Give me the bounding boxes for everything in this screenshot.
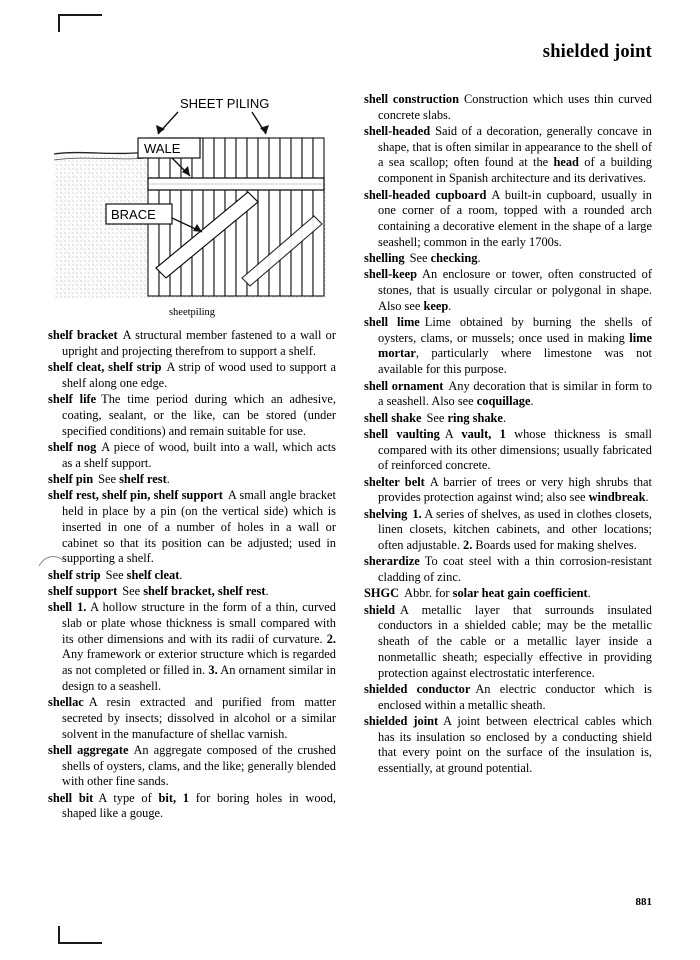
dictionary-entry: shelf support See shelf bracket, shelf rest.: [48, 583, 269, 598]
dictionary-entry: shielded joint A joint between electrical cables which has its insulation so enclosed by a conducting shield that every point on the surface of the insulation is, essentially, at ground potential.: [364, 713, 652, 776]
dictionary-entry: shell-keep An enclosure or tower, often constructed of stones, that is usually circular or polygonal in shape. Also see keep.: [364, 267, 652, 313]
dictionary-entry: shelf cleat, shelf strip A strip of wood used to support a shelf along one edge.: [48, 360, 337, 391]
dictionary-entry: shelf strip See shelf cleat.: [48, 567, 183, 582]
dictionary-entry: shell lime Lime obtained by burning the shells of oysters, clams, or mussels; once used in making lime mortar, particularly where limestone was not available for this purpose.: [364, 315, 652, 377]
dictionary-entry: shelf nog A piece of wood, built into a wall, which acts as a shelf support.: [48, 440, 336, 470]
page-edge-mark-bottom: [58, 942, 102, 944]
dictionary-entry: SHGC Abbr. for solar heat gain coefficient.: [364, 586, 591, 601]
dictionary-entry: shell ornament Any decoration that is similar in form to a seashell. Also see coquillage.: [364, 378, 652, 409]
dictionary-entry: shield A metallic layer that surrounds insulated conductors in a shielded cable; may be the metallic sheath of the cable or a metallic layer inside a nonmetallic sheath; especially effective in providing protection against electrostatic interference.: [364, 602, 652, 680]
page-edge-mark-top: [58, 14, 102, 16]
dictionary-entry: shellac A resin extracted and purified from matter secreted by insects; dissolved in alcohol or a similar solvent in the manufacture of shellac varnish.: [48, 695, 336, 741]
right-column: [364, 92, 652, 777]
page-edge-mark-top-left: [58, 14, 60, 32]
dictionary-entry: sherardize To coat steel with a thin corrosion-resistant cladding of zinc.: [364, 554, 652, 585]
stray-pencil-mark: [38, 552, 64, 570]
dictionary-entry: shelter belt A barrier of trees or very high shrubs that provides protection against wind; also see windbreak.: [364, 474, 652, 505]
two-column-body: [48, 92, 652, 902]
figure-label-sheet-piling: SHEET PILING: [180, 96, 270, 111]
dictionary-entry: shelf bracket A structural member fastened to a wall or upright and projecting therefrom to support a shelf.: [48, 328, 336, 359]
dictionary-entry: shell-headed Said of a decoration, generally concave in shape, that is often similar in appearance to the shell of a sea scallop; often found at the head of a building component in Spanish architecture and its derivatives.: [364, 124, 652, 186]
dictionary-entry: shell shake See ring shake.: [364, 410, 507, 425]
figure-label-wale: WALE: [144, 141, 181, 156]
dictionary-entry: shell construction Construction which uses thin curved concrete slabs.: [364, 92, 652, 122]
dictionary-entry: shelving 1. A series of shelves, as used in clothes closets, linen closets, kitchen cabinets, and other locations; often adjustable. 2. Boards used for making shelves.: [364, 506, 652, 553]
dictionary-entry: shell-headed cupboard A built-in cupboard, usually in one corner of a room, topped with a rounded arch containing a decorative element in the shape of a large seashell; common in the early 1700s.: [364, 187, 652, 249]
left-column: [48, 92, 336, 823]
page-edge-mark-bottom-left: [58, 926, 60, 944]
running-head: shielded joint: [542, 42, 652, 62]
sheetpiling-figure: [52, 92, 328, 302]
dictionary-entry: shelf life The time period during which an adhesive, coating, sealant, or the like, can be stored (under specified conditions) and remain suitable for use.: [48, 392, 336, 438]
dictionary-entry: shelf rest, shelf pin, shelf support A small angle bracket held in place by a pin (on the vertical side) which is inserted in one of a number of holes in a wall or cabinet so that its position can be adjusted; used in supporting a shelf.: [48, 488, 336, 566]
page-number: 881: [635, 896, 652, 908]
dictionary-entry: shelf pin See shelf rest.: [48, 472, 170, 487]
dictionary-entry: shell bit A type of bit, 1 for boring holes in wood, shaped like a gouge.: [48, 790, 336, 821]
dictionary-entry: shielded conductor An electric conductor which is enclosed within a metallic sheath.: [364, 681, 653, 712]
dictionary-entry: shelling See checking.: [364, 250, 481, 265]
dictionary-entry: shell aggregate An aggregate composed of the crushed shells of oysters, clams, and the like; generally blended with other fine sands.: [48, 742, 336, 789]
figure-caption: sheetpiling: [168, 307, 216, 318]
figure-label-brace: BRACE: [111, 207, 156, 222]
dictionary-entry: shell vaulting A vault, 1 whose thickness is small compared with its other dimensions; usually fabricated of reinforced concrete.: [364, 426, 652, 473]
dictionary-entry: shell 1. A hollow structure in the form of a thin, curved slab or plate whose thickness is small compared with its other dimensions and with its radii of curvature. 2. Any framework or exterior structure which is regarded as not completed or filled in. 3. An ornament similar in design to a seashell.: [48, 600, 336, 693]
